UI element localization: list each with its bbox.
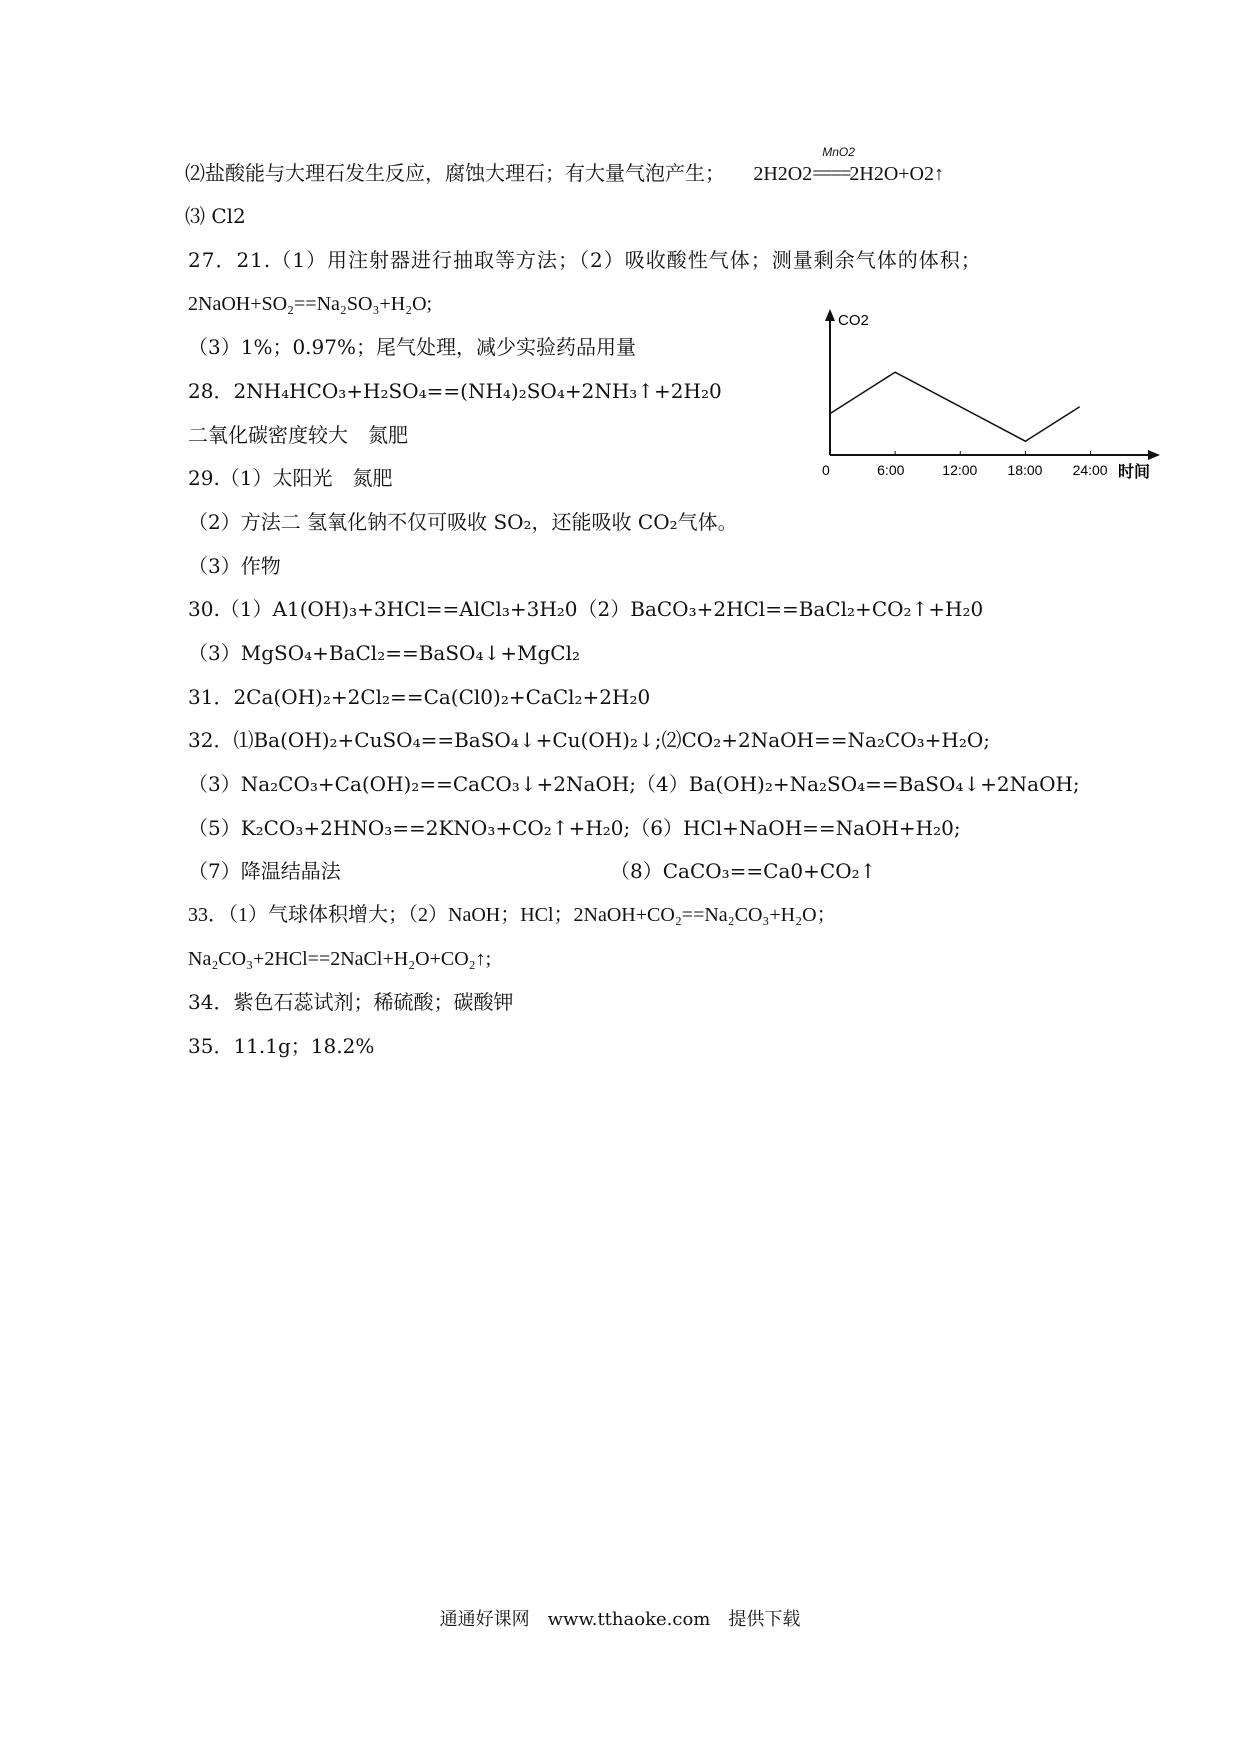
footer: 通通好课网 www.tthaoke.com 提供下载 (439, 1609, 801, 1630)
x-tick-label: 6:00 (877, 462, 905, 478)
equation-left: 2H2O2 (753, 163, 813, 185)
x-axis-label: 时间 (1118, 464, 1151, 480)
x-axis-arrow (1148, 450, 1160, 460)
answer-line-12: （3）MgSO₄+BaCl₂==BaSO₄↓+MgCl₂ (188, 641, 580, 665)
equation (753, 145, 944, 185)
answer-line-13: 31．2Ca(OH)₂+2Cl₂==Ca(Cl0)₂+CaCl₂+2H₂0 (188, 685, 651, 709)
answer-line-17a: （7）降温结晶法 (188, 859, 341, 883)
answer-line-7: 二氧化碳密度较大 氮肥 (188, 423, 408, 447)
answer-line-15: （3）Na₂CO₃+Ca(OH)₂==CaCO₃↓+2NaOH;（4）Ba(OH)₂+Na₂SO₄==BaSO₄↓+2NaOH; (188, 772, 1080, 796)
answer-line-21: 35．11.1g；18.2% (188, 1034, 375, 1058)
y-axis-label: CO2 (838, 312, 869, 329)
answer-line-18: 33．（1）气球体积增大；（2）NaOH；HCl；2NaOH+CO₂==Na₂CO₃+H₂O； (188, 904, 837, 926)
answer-line-8: 29.（1）太阳光 氮肥 (188, 466, 393, 490)
answer-line-14: 32．⑴Ba(OH)₂+CuSO₄==BaSO₄↓+Cu(OH)₂↓;⑵CO₂+2NaOH==Na₂CO₃+H₂O; (188, 728, 990, 752)
answer-line-19: Na₂CO₃+2HCl==2NaCl+H₂O+CO₂↑; (188, 948, 492, 970)
answer-line-9: （2）方法二 氢氧化钠不仅可吸收 SO₂，还能吸收 CO₂气体。 (188, 510, 738, 534)
x-tick-label: 24:00 (1072, 462, 1108, 478)
answer-line-6: 28．2NH₄HCO₃+H₂SO₄==(NH₄)₂SO₄+2NH₃↑+2H₂0 (188, 379, 722, 403)
y-axis-arrow (825, 309, 835, 321)
equation-right: 2H2O+O2↑ (849, 163, 944, 185)
answer-line-2: ⑶ Cl2 (185, 204, 246, 228)
x-tick-label: 12:00 (942, 462, 978, 478)
answer-line-16: （5）K₂CO₃+2HNO₃==2KNO₃+CO₂↑+H₂0;（6）HCl+NaOH==NaOH+H₂0; (188, 816, 961, 840)
answer-line-10: （3）作物 (188, 554, 281, 578)
x-tick-label: 18:00 (1007, 462, 1043, 478)
co2-chart (810, 305, 1170, 480)
answer-line-20: 34．紫色石蕊试剂；稀硫酸；碳酸钾 (188, 990, 514, 1014)
x-origin-label: 0 (822, 462, 830, 478)
equals-sign: ==== (812, 163, 850, 185)
answer-line-11: 30.（1）A1(OH)₃+3HCl==AlCl₃+3H₂0（2）BaCO₃+2HCl==BaCl₂+CO₂↑+H₂0 (188, 597, 984, 621)
answer-line-3: 27．21.（1）用注射器进行抽取等方法；（2）吸收酸性气体；测量剩余气体的体积； (188, 248, 982, 272)
catalyst-label: MnO2 (822, 145, 855, 159)
answer-line-1 (185, 145, 944, 188)
co2-series-line (830, 372, 1080, 441)
answer-text: ⑵盐酸能与大理石发生反应，腐蚀大理石；有大量气泡产生； (185, 161, 725, 185)
answer-line-17b: （8）CaCO₃==Ca0+CO₂↑ (610, 859, 877, 883)
answer-line-4: 2NaOH+SO₂==Na₂SO₃+H₂O; (188, 293, 433, 315)
answer-line-5: （3）1%；0.97%；尾气处理，减少实验药品用量 (188, 335, 636, 359)
